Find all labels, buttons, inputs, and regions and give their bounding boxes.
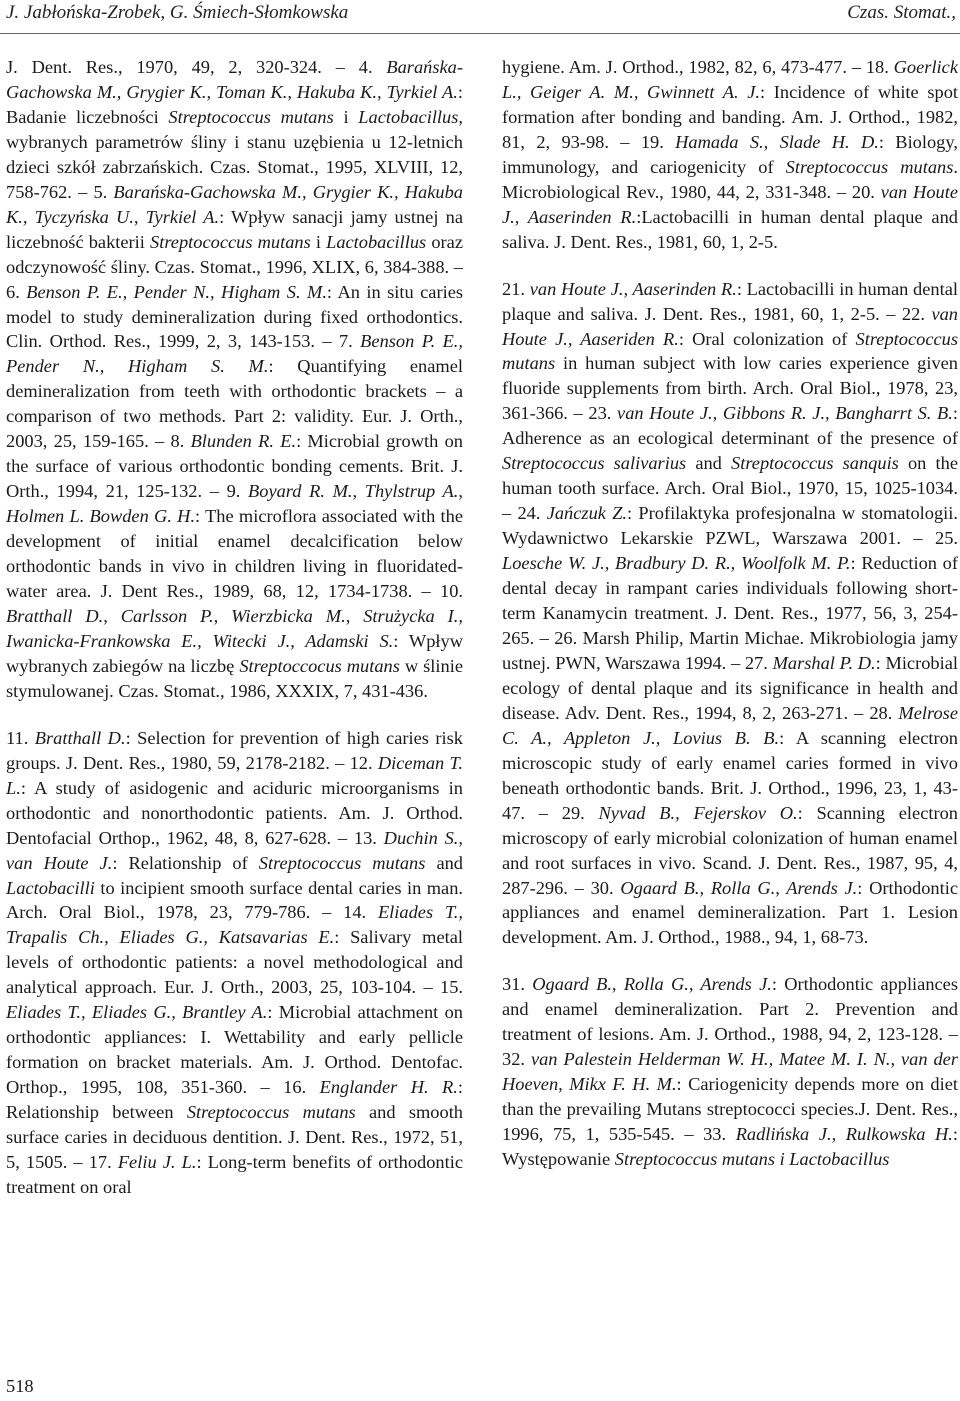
- reference-block: 11. Bratthall D.: Selection for prevention of high caries risk groups. J. Dent. Res., 1980, 59, 2178-2182. – 12. Diceman T. L.: A study of asidogenic and aciduric microorganisms in orthodontic and nonorthodontic patients. Am. J. Orthod. Dentofacial Orthop., 1962, 48, 8, 627-628. – 13. Duchin S., van Houte J.: Relationship of Streptococcus mutans and Lactobacilli to incipient smooth surface dental caries in man. Arch. Oral Biol., 1978, 23, 779-786. – 14. Eliades T., Trapalis Ch., Eliades G., Katsavarias E.: Salivary metal levels of orthodontic patients: a novel methodological and analytical approach. Eur. J. Orth., 2003, 25, 103-104. – 15. Eliades T., Eliades G., Brantley A.: Microbial attachment on orthodontic appliances: I. Wettability and early pellicle formation on bracket materials. Am. J. Orthod. Dentofac. Orthop., 1995, 108, 351-360. – 16. Englander H. R.: Relationship between Streptococcus mutans and smooth surface caries in deciduous dentition. J. Dent. Res., 1972, 51, 5, 1505. – 17. Feliu J. L.: Long-term benefits of orthodontic treatment on oral: [6, 727, 464, 1197]
- paragraph-gap: [502, 255, 958, 277]
- references-left-column: [6, 55, 463, 1200]
- paragraph-gap: [6, 704, 463, 726]
- paragraph-gap: [502, 950, 958, 972]
- reference-block: 31. Ogaard B., Rolla G., Arends J.: Orthodontic appliances and enamel demineralization. Part 2. Prevention and treatment of lesions. Am. J. Orthod., 1988, 94, 2, 123-128. – 32. van Palestein Helderman W. H., Matee M. I. N., van der Hoeven, Mikx F. H. M.: Cariogenicity depends more on diet than the prevailing Mutans streptococci species.J. Dent. Res., 1996, 75, 1, 535-545. – 33. Radlińska J., Rulkowska H.: Występowanie Streptococcus mutans i Lactobacillus: [502, 974, 959, 1170]
- page-number: 518: [6, 1376, 34, 1396]
- reference-block: J. Dent. Res., 1970, 49, 2, 320-324. – 4. Barańska-Gachowska M., Grygier K., Toman K., Hakuba K., Tyrkiel A.: Badanie liczebności Streptococcus mutans i Lactobacillus, wybranych parametrów śliny i stanu uzębienia u 12-letnich dzieci szkół zabrzańskich. Czas. Stomat., 1995, XLVIII, 12, 758-762. – 5. Barańska-Gachowska M., Grygier K., Hakuba K., Tyczyńska U., Tyrkiel A.: Wpływ sanacji jamy ustnej na liczebność bakterii Streptococcus mutans i Lactobacillus oraz odczynowość śliny. Czas. Stomat., 1996, XLIX, 6, 384-388. – 6. Benson P. E., Pender N., Higham S. M.: An in situ caries model to study demineralization during fixed orthodontics. Clin. Orthod. Res., 1999, 2, 3, 143-153. – 7. Benson P. E., Pender N., Higham S. M.: Quantifying enamel demineralization from teeth with orthodontic brackets – a comparison of two methods. Part 2: validity. Eur. J. Orth., 2003, 25, 159-165. – 8. Blunden R. E.: Microbial growth on the surface of various orthodontic bonding cements. Brit. J. Orth., 1994, 21, 125-132. – 9. Boyard R. M., Thylstrup A., Holmen L. Bowden G. H.: The microflora associated with the development of initial enamel decalcification below orthodontic bands in vivo in children living in fluoridated-water area. J. Dent Res., 1989, 68, 12, 1734-1738. – 10. Bratthall D., Carlsson P., Wierzbicka M., Strużycka I., Iwanicka-Frankowska E., Witecki J., Adamski S.: Wpływ wybranych zabiegów na liczbę Streptoccocus mutans w ślinie stymulowanej. Czas. Stomat., 1986, XXXIX, 7, 431-436.: [6, 57, 464, 701]
- header-rule: [0, 33, 960, 34]
- header-authors: J. Jabłońska-Zrobek, G. Śmiech-Słomkowska: [6, 2, 349, 23]
- header-journal: Czas. Stomat.,: [847, 2, 956, 23]
- reference-block: 21. van Houte J., Aaserinden R.: Lactobacilli in human dental plaque and saliva. J. Dent. Res., 1981, 60, 1, 2-5. – 22. van Houte J., Aaseriden R.: Oral colonization of Streptococcus mutans in human subject with low caries experience given fluoride supplements from birth. Arch. Oral Biol., 1978, 23, 361-366. – 23. van Houte J., Gibbons R. J., Bangharrt S. B.: Adherence as an ecological determinant of the presence of Streptococcus salivarius and Streptococcus sanquis on the human tooth surface. Arch. Oral Biol., 1970, 15, 1025-1034. – 24. Jańczuk Z.: Profilaktyka profesjonalna w stomatologii. Wydawnictwo Lekarskie PZWL, Warszawa 2001. – 25. Loesche W. J., Bradbury D. R., Woolfolk M. P.: Reduction of dental decay in rampant caries individuals following short-term Kanamycin treatment. J. Dent. Res., 1977, 56, 3, 254-265. – 26. Marsh Philip, Martin Michae. Mikrobiologia jamy ustnej. PWN, Warszawa 1994. – 27. Marshal P. D.: Microbial ecology of dental plaque and its significance in health and disease. Adv. Dent. Res., 1994, 8, 2, 263-271. – 28. Melrose C. A., Appleton J., Lovius B. B.: A scanning electron microscopic study of early enamel caries formed in vivo beneath orthodontic bands. Brit. J. Orthod., 1996, 23, 1, 43-47. – 29. Nyvad B., Fejerskov O.: Scanning electron microscopy of early microbial colonization of human enamel and root surfaces in vivo. Scand. J. Dent. Res., 1987, 95, 4, 287-296. – 30. Ogaard B., Rolla G., Arends J.: Orthodontic appliances and enamel demineralization. Part 1. Lesion development. Am. J. Orthod., 1988., 94, 1, 68-73.: [502, 278, 959, 948]
- running-header: [6, 2, 956, 28]
- references-right-column: [502, 55, 958, 1172]
- reference-block: hygiene. Am. J. Orthod., 1982, 82, 6, 473-477. – 18. Goerlick L., Geiger A. M., Gwinnett A. J.: Incidence of white spot formation after bonding and banding. Am. J. Orthod., 1982, 81, 2, 93-98. – 19. Hamada S., Slade H. D.: Biology, immunology, and cariogenicity of Streptococcus mutans. Microbiological Rev., 1980, 44, 2, 331-348. – 20. van Houte J., Aaserinden R.:Lactobacilli in human dental plaque and saliva. J. Dent. Res., 1981, 60, 1, 2-5.: [502, 57, 958, 252]
